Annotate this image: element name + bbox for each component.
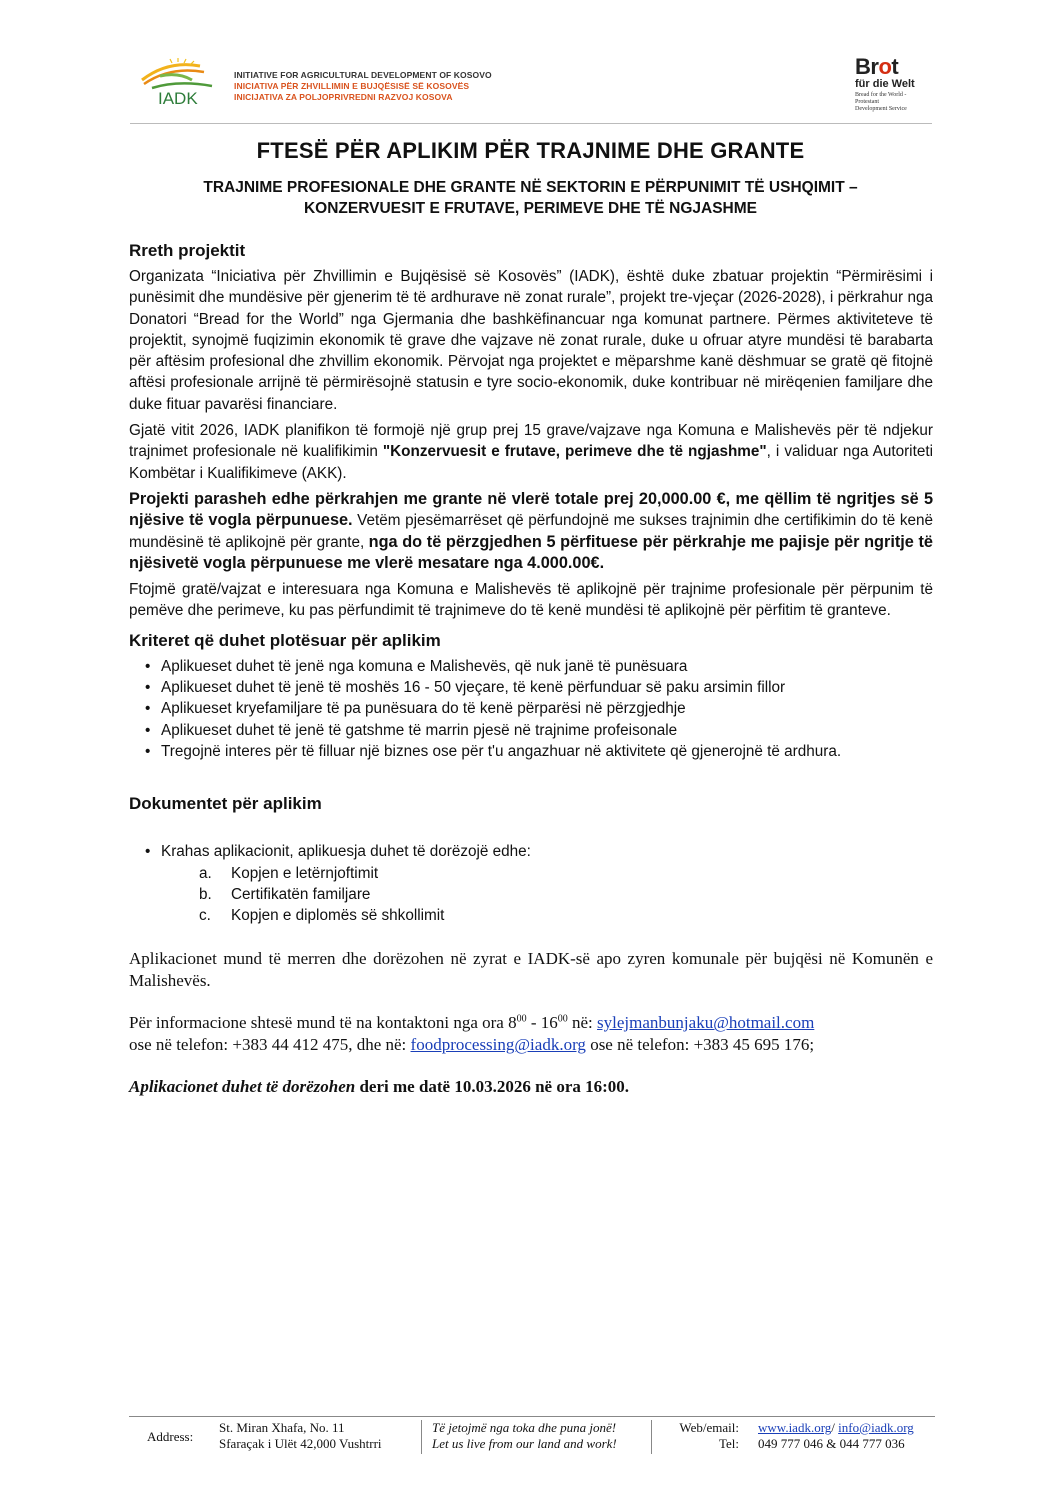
list-item: • Aplikueset duhet të jenë të moshës 16 - 50 vjeçare, të kenë përfunduar së paku arsimin fillor xyxy=(145,677,933,698)
invitation-paragraph: Ftojmë gratë/vajzat e interesuara nga Komuna e Malishevës të aplikojnë për trajnime profesionale për përpunim të pemëve dhe perimeve, ku pas përfundimit të trajnimeve do të kenë mundësi të aplikojnë për përfitim të granteve. xyxy=(129,581,933,620)
documents-sublist xyxy=(129,863,933,927)
footer-contact-labels: Web/email: Tel: xyxy=(679,1420,739,1451)
page-header xyxy=(0,0,1061,130)
contact-paragraph: Për informacione shtesë mund të na kontaktoni nga ora $8^{00} - 16^{00}$ në: sylejmanbunjaku@hotmail.com ose në telefon: +383 44 412 475, dhe në: foodprocessing@iadk.org ose në telefon: +383 45 695 176; xyxy=(129,1013,815,1055)
contact-email-link[interactable]: sylejmanbunjaku@hotmail.com xyxy=(597,1013,815,1033)
iadk-name-en: INITIATIVE FOR AGRICULTURAL DEVELOPMENT OF KOSOVO xyxy=(234,70,492,80)
iadk-logo xyxy=(138,58,230,108)
brot-fur-die-welt-logo xyxy=(855,56,935,113)
page-footer xyxy=(129,1416,935,1457)
brot-logo-subtitle: für die Welt xyxy=(855,78,915,90)
footer-divider xyxy=(421,1420,422,1454)
header-divider xyxy=(130,123,932,124)
list-item: b. Certifikatën familjare xyxy=(199,885,371,903)
svg-text:IADK: IADK xyxy=(158,89,198,108)
iadk-name-sr: INICIJATIVA ZA POLJOPRIVREDNI RAZVOJ KOSOVA xyxy=(234,92,453,102)
about-heading: Rreth projektit xyxy=(129,241,246,260)
documents-heading: Dokumentet për aplikim xyxy=(129,794,322,814)
foodprocessing-email-link[interactable]: foodprocessing@iadk.org xyxy=(410,1035,586,1055)
footer-motto: Të jetojmë nga toka dhe puna jonë! Let us live from our land and work! xyxy=(432,1420,617,1451)
footer-contact-values: www.iadk.org/ info@iadk.org 049 777 046 & 044 777 036 xyxy=(758,1420,914,1451)
iadk-name-lines xyxy=(234,70,492,103)
website-link[interactable]: www.iadk.org xyxy=(758,1420,832,1435)
brot-logo-title: Brot xyxy=(855,54,899,79)
list-item: a. Kopjen e letërnjoftimit xyxy=(199,864,379,882)
deadline-paragraph: Aplikacionet duhet të dorëzohen deri me datë 10.03.2026 në ora 16:00. xyxy=(129,1077,630,1097)
iadk-name-sq: INICIATIVA PËR ZHVILLIMIN E BUJQËSISË SË KOSOVËS xyxy=(234,81,470,91)
footer-email-link[interactable]: info@iadk.org xyxy=(838,1420,914,1435)
documents-intro: • Krahas aplikacionit, aplikuesja duhet të dorëzojë edhe: xyxy=(145,841,933,862)
document-body xyxy=(129,240,933,1103)
footer-phone: 049 777 046 & 044 777 036 xyxy=(758,1436,905,1451)
list-item: • Aplikueset duhet të jenë nga komuna e Malishevës, që nuk janë të punësuara xyxy=(145,656,933,677)
list-item: • Aplikueset kryefamiljare të pa punësuara do të kenë përparësi në përzgjedhje xyxy=(145,698,933,719)
list-item: • Aplikueset duhet të jenë të gatshme të marrin pjesë në trajnime profeisonale xyxy=(145,720,933,741)
footer-divider xyxy=(651,1420,652,1454)
footer-address: St. Miran Xhafa, No. 11 Sfaraçak i Ulët 42,000 Vushtrri xyxy=(219,1420,382,1451)
document-subtitle: TRAJNIME PROFESIONALE DHE GRANTE NË SEKTORIN E PËRPUNIMIT TË USHQIMIT – KONZERVUESIT E FRUTAVE, PERIMEVE DHE TË NGJASHME xyxy=(203,179,858,217)
documents-list xyxy=(129,841,933,862)
criteria-list xyxy=(129,656,933,762)
about-paragraph-1: Organizata “Iniciativa për Zhvillimin e Bujqësisë së Kosovës” (IADK), është duke zbatuar projektin “Përmirësimi i punësimit dhe mundësive për gjenerim të të ardhurave në zonat rurale”, projekt tre-vjeçar (2026-2028), i përkrahur nga Donatori “Bread for the World” nga Gjermania dhe bashkëfinancuar nga komunat partnere. Përmes aktiviteteve të projektit, synojmë fuqizimin ekonomik të grave dhe vajzave në zonat rurale, duke u ofruar atyre mundësi të barabarta për aftësim profesional dhe zhvillim ekonomik. Përvojat nga projektet e mëparshme kanë dëshmuar se gratë që fitojnë aftësi profesionale arrijnë të përmirësojnë statusin e tyre socio-ekonomik, duke kontribuar në mirëqenien familjare dhe duke fituar pavarësi financiare. xyxy=(129,268,933,413)
footer-address-label: Address: xyxy=(147,1429,194,1444)
about-paragraph-2: Gjatë vitit 2026, IADK planifikon të formojë një grup prej 15 grave/vajzave nga Komuna e Malishevës për të ndjekur trajnimet profesionale në kualifikimin "Konzervuesit e frutave, perimeve dhe të ngjashme", i validuar nga Autoriteti Kombëtar i Kualifikimeve (AKK). xyxy=(129,422,933,482)
brot-logo-tagline: Bread for the World - Protestant Development Service xyxy=(855,92,907,112)
document-title: FTESË PËR APLIKIM PËR TRAJNIME DHE GRANTE xyxy=(256,138,805,163)
list-item: c. Kopjen e diplomës së shkollimit xyxy=(199,907,445,925)
criteria-heading: Kriteret që duhet plotësuar për aplikim xyxy=(129,630,441,650)
list-item: • Tregojnë interes për të filluar një biznes ose për t'u angazhuar në aktivitete që gjenerojnë të ardhura. xyxy=(145,741,933,762)
submission-paragraph: Aplikacionet mund të merren dhe dorëzohen në zyrat e IADK-së apo zyren komunale për bujqësi në Komunën e Malishevës. xyxy=(129,949,933,991)
grant-paragraph: Projekti parasheh edhe përkrahjen me grante në vlerë totale prej 20,000.00 €, me qëllim të ngritjes së 5 njësive të vogla përpunuese. Vetëm pjesëmarrëset që përfundojnë me sukses trajnimin dhe certifikimin do të kenë mundësinë të aplikojnë për grante, nga do të përzgjedhen 5 përfituese për përkrahje me pajisje për ngritje të njësivetë vogla përpunuese me vlerë mesatare nga 4.000.00€. xyxy=(129,489,933,572)
